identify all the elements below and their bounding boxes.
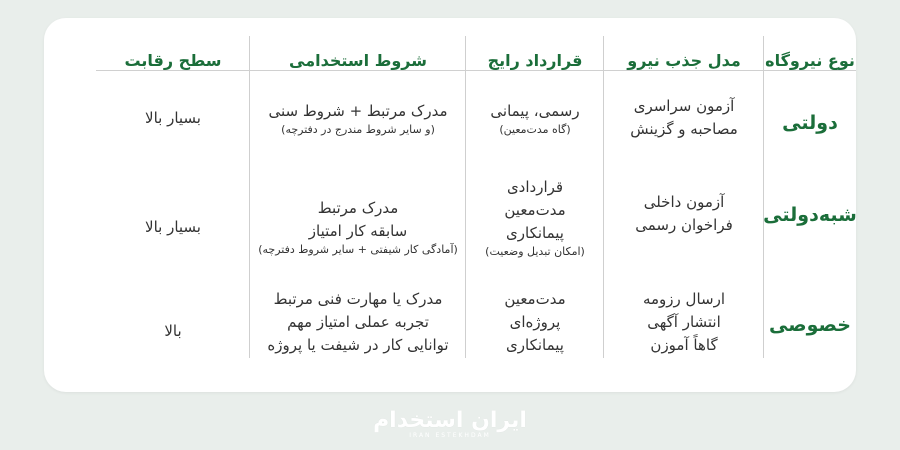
header-competition: سطح رقابت (124, 50, 222, 70)
row-recruitment (604, 178, 764, 250)
contract-line: قراردادی (506, 178, 564, 196)
header-divider (96, 70, 856, 71)
row-competition: بسیار بالا (145, 217, 201, 236)
logo-subtitle: IRAN ESTEKHDAM (409, 432, 491, 439)
recruitment-line: آزمون سراسری (633, 97, 735, 115)
header-conditions: شروط استخدامی (289, 50, 427, 70)
contract-line: پیمانکاری (506, 224, 564, 242)
contract-line: پیمانکاری (506, 335, 564, 354)
comparison-card (44, 18, 856, 392)
row-competition: بالا (164, 321, 182, 340)
contract-line: پروژه‌ای (509, 312, 561, 331)
conditions-line: تجربه عملی امتیاز مهم (287, 312, 429, 331)
comparison-table (44, 18, 856, 392)
row-type-governmental: دولتی (782, 112, 838, 134)
contract-line: مدت‌معین (504, 201, 566, 219)
row-conditions (250, 196, 466, 258)
row-type-semi-governmental: شبه‌دولتی (763, 204, 857, 226)
row-contract (466, 286, 604, 358)
conditions-note: (و سایر شروط مندرج در دفترچه) (281, 122, 435, 136)
conditions-line: سابقه کار امتیاز (308, 222, 408, 240)
conditions-line: مدرک مرتبط (317, 199, 399, 217)
contract-note: (امکان تبدیل وضعیت) (485, 245, 585, 258)
conditions-line: مدرک یا مهارت فنی مرتبط (273, 289, 443, 308)
conditions-line: توانایی کار در شیفت یا پروژه (267, 335, 449, 354)
row-conditions (250, 286, 466, 358)
row-competition: بسیار بالا (145, 108, 201, 127)
contract-line: مدت‌معین (504, 289, 566, 308)
header-type: نوع نیروگاه (765, 50, 855, 70)
header-recruitment: مدل جذب نیرو (627, 50, 741, 70)
row-conditions (250, 88, 466, 148)
recruitment-line: انتشار آگهی (647, 312, 721, 331)
row-contract (466, 88, 604, 148)
header-contract: قرارداد رایج (487, 50, 583, 70)
row-type-private: خصوصی (769, 314, 851, 336)
row-recruitment (604, 286, 764, 358)
conditions-line: مدرک مرتبط + شروط سنی (268, 101, 448, 120)
recruitment-line: مصاحبه و گزینش (630, 120, 738, 138)
recruitment-line: گاهاً آموزن (650, 335, 718, 354)
contract-note: (گاه مدت‌معین) (499, 122, 571, 136)
recruitment-line: آزمون داخلی (643, 193, 725, 211)
row-recruitment (604, 88, 764, 148)
logo-wordmark: ایران استخدام (373, 408, 527, 433)
recruitment-line: فراخوان رسمی (635, 216, 733, 234)
contract-line: رسمی، پیمانی (490, 101, 580, 120)
recruitment-line: ارسال رزومه (642, 289, 726, 308)
brand-logo (370, 410, 530, 440)
row-contract (466, 170, 604, 265)
conditions-note: (آمادگی کار شیفتی + سایر شروط دفترچه) (258, 243, 458, 256)
